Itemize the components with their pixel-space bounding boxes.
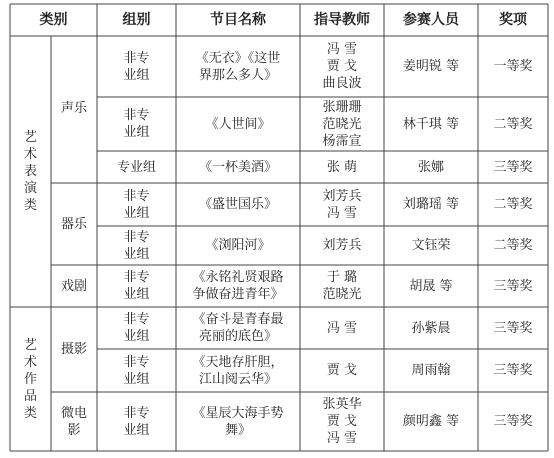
subcategory-label: 器乐 — [60, 216, 87, 232]
table-cell-group: 非专 业组 — [123, 405, 150, 438]
category-label: 艺 术 表 演 类 — [23, 130, 37, 213]
table-cell-teacher: 张珊珊 范晓光 杨霈宣 — [322, 99, 362, 149]
table-cell-group: 非专 业组 — [123, 188, 150, 221]
table-cell-award: 三等奖 — [493, 363, 533, 378]
table-cell-program: 《一杯美酒》 — [198, 159, 277, 175]
header-category: 类别 — [39, 11, 68, 28]
table-cell-participants: 孙紫晨 — [411, 320, 451, 336]
table-cell-teacher: 冯 雪 — [326, 320, 358, 336]
table-cell-group: 专业组 — [116, 159, 156, 175]
header-program: 节目名称 — [210, 11, 266, 28]
table-cell-group: 非专 业组 — [123, 229, 150, 262]
table-cell-participants: 文钰荣 — [411, 238, 451, 253]
table-cell-award: 二等奖 — [493, 197, 533, 212]
table-cell-award: 三等奖 — [493, 278, 533, 294]
subcategory-label: 声乐 — [60, 101, 87, 116]
subcategory-label: 微电 影 — [60, 405, 87, 438]
table-cell-award: 一等奖 — [493, 59, 533, 74]
table-cell-award: 二等奖 — [493, 238, 533, 253]
table-cell-program: 《浏阳河》 — [205, 238, 271, 253]
table-cell-teacher: 冯 雪 贾 戈 曲良波 — [322, 42, 362, 91]
header-teacher: 指导教师 — [314, 11, 370, 28]
table-cell-participants: 姜明锐 等 — [402, 59, 460, 74]
table-cell-group: 非专 业组 — [123, 312, 150, 344]
subcategory-label: 戏剧 — [60, 278, 87, 294]
table-cell-award: 三等奖 — [493, 414, 533, 429]
table-cell-program: 《天地存肝胆， 江山阅云华》 — [192, 354, 284, 387]
table-cell-program: 《永铭礼贤艰路 争做奋进青年》 — [192, 270, 284, 302]
table-cell-award: 三等奖 — [493, 320, 533, 336]
header-participants: 参赛人员 — [403, 11, 459, 28]
header-award: 奖项 — [499, 11, 527, 28]
table-cell-program: 《无衣》《这世 界那么多人》 — [195, 50, 281, 83]
table-cell-group: 非专 业组 — [123, 108, 150, 140]
table-cell-participants: 林千琪 等 — [402, 116, 460, 132]
table-cell-group: 非专 业组 — [123, 354, 150, 387]
subcategory-label: 摄影 — [60, 342, 87, 357]
category-label: 艺 术 作 品 类 — [23, 337, 37, 421]
table-cell-participants: 胡晟 等 — [409, 278, 453, 294]
table-cell-award: 二等奖 — [493, 116, 533, 132]
table-cell-program: 《星辰大海手势 舞》 — [192, 405, 284, 438]
table-cell-group: 非专 业组 — [123, 270, 150, 302]
table-cell-participants: 周雨翰 — [411, 363, 451, 378]
table-cell-participants: 颜明鑫 等 — [402, 414, 460, 429]
table-cell-teacher: 张 萌 — [326, 159, 358, 175]
table-cell-group: 非专 业组 — [123, 50, 150, 83]
table-cell-participants: 刘璐瑶 等 — [402, 197, 460, 212]
table-cell-teacher: 于 璐 范晓光 — [322, 270, 362, 302]
table-cell-participants: 张娜 — [417, 159, 444, 175]
table-cell-program: 《盛世国乐》 — [198, 197, 277, 212]
table-cell-teacher: 刘芳兵 冯 雪 — [322, 188, 362, 221]
table-cell-teacher: 贾 戈 — [326, 363, 358, 378]
table-cell-teacher: 张英华 贾 戈 冯 雪 — [322, 397, 362, 446]
table-cell-teacher: 刘芳兵 — [322, 238, 362, 253]
table-cell-program: 《人世间》 — [205, 116, 271, 132]
table-cell-award: 三等奖 — [493, 159, 533, 175]
header-group: 组别 — [122, 11, 151, 28]
table-cell-program: 《奋斗是青春最 亮丽的底色》 — [192, 312, 284, 344]
